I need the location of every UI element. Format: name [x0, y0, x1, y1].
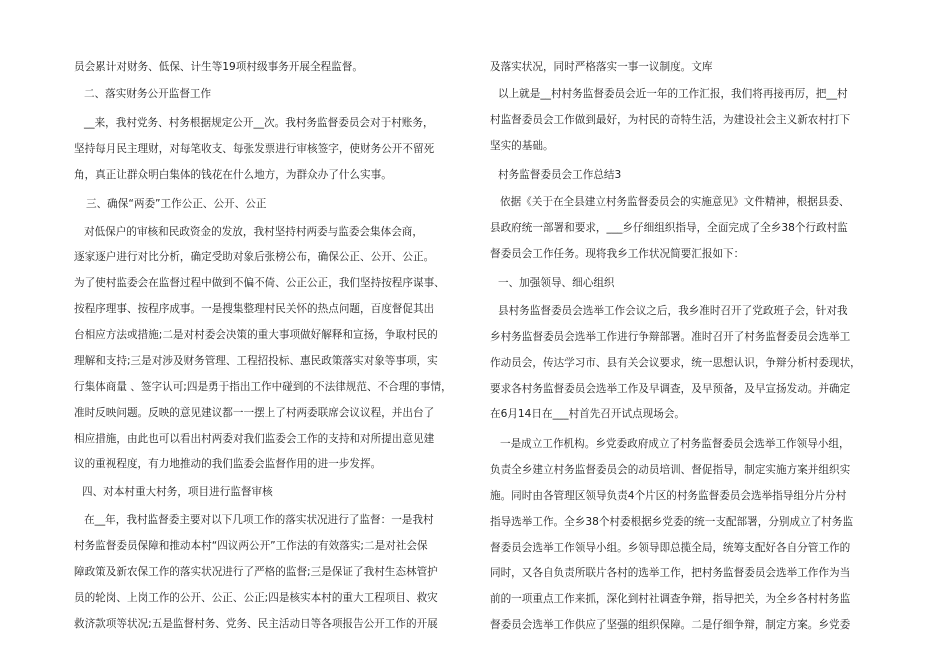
text-line: 行集体商量 、签字认可;四是勇于指出工作中碰到的不法律规范、不合理的事情， [74, 381, 452, 393]
text-line: 角，真正让群众明白集体的钱花在什么地方，为群众办了什么实事。 [74, 169, 392, 181]
text-line: 坚实的基础。 [490, 140, 554, 152]
text-line: 要求各村务监督委员会选举工作及早调查，及早预备，及早宣扬发动。并确定 [490, 383, 851, 395]
text-line: 员会累计对财务、低保、计生等19项村级事务开展全程监督。 [74, 61, 363, 73]
text-line: 台相应方法或措施;二是对村委会决策的重大事项做好解释和宣扬，争取村民的 [74, 329, 438, 341]
text-line: 在__年，我村监督委主要对以下几项工作的落实状况进行了监督：一是我村 [84, 514, 434, 526]
text-line: 以上就是__村村务监督委员会近一年的工作汇报，我们将再接再厉，把__村 [498, 88, 848, 100]
text-line: 理解和支持;三是对涉及财务管理、工程招投标、惠民政策落实对象等事项，实 [74, 355, 438, 367]
text-line: 坚持每月民主理财，对每笔收支、每张发票进行审核签字，使财务公开不留死 [74, 143, 435, 155]
text-line: 负责全乡建立村务监督委员会的动员培训、督促指导，制定实施方案并组织实 [490, 464, 851, 476]
text-line: 村务监督委员会工作总结3 [498, 169, 622, 181]
text-line: 县政府统一部署和要求，___乡仔细组织指导，全面完成了全乡38个行政村监 [490, 222, 848, 234]
text-line: 员的轮岗、上岗工作的公开、公正、公正;四是核实本村的重大工程项目、救灾 [74, 592, 438, 604]
text-line: 乡村务监督委员会选举工作进行争辩部署。准时召开了村务监督委员会选举工 [490, 331, 851, 343]
text-line: 为了使村监委会在监督过程中做到不偏不倚、公正公正，我们坚持按程序谋事、 [74, 277, 445, 289]
text-line: 对低保户的审核和民政资金的发放，我村坚持村两委与监委会集体会商， [84, 226, 423, 238]
text-line: 督委员会工作任务。现将我乡工作状况简要汇报如下： [490, 248, 745, 260]
text-line: __来，我村党务、村务根据规定公开__次。我村务监督委员会对于村账务， [84, 117, 434, 129]
text-line: 同时，又各自负责所联片各村的选举工作，把村务监督委员会选举工作作为当 [490, 567, 851, 579]
text-line: 四、对本村重大村务，项目进行监督审核 [82, 486, 273, 498]
text-line: 施。同时由各管理区领导负责4个片区的村务监督委员会选举指导组分片分村 [490, 490, 847, 502]
text-line: 二、落实财务公开监督工作 [84, 88, 212, 100]
text-line: 救济款项等状况;五是监督村务、党务、民主活动日等各项报告公开工作的开展 [74, 618, 438, 630]
text-line: 议的重视程度，有力地推动的我们监委会监督作用的进一步发挥。 [74, 458, 382, 470]
text-line: 前的一项重点工作来抓，深化到村社调查争辩，指导把关，为全乡各村村务监 [490, 593, 851, 605]
text-line: 村监督委员会工作做到最好，为村民的奇特生活，为建设社会主义新农村打下 [490, 114, 851, 126]
text-line: 按程序理事、按程序成事。一是搜集整理村民关怀的热点问题，百度督促其出 [74, 303, 435, 315]
text-line: 一、加强领导、细心组织 [498, 277, 615, 289]
text-line: 在6月14日在___村首先召开试点现场会。 [490, 408, 686, 420]
text-line: 督委员会选举工作供应了坚强的组织保障。二是仔细争辩，制定方案。乡党委 [490, 619, 851, 631]
text-line: 障政策及新农保工作的落实状况进行了严格的监督;三是保证了我村生态林管护 [74, 566, 438, 578]
text-line: 依据《关于在全县建立村务监督委员会的实施意见》文件精神，根据县委、 [500, 196, 850, 208]
text-line: 督委员会选举工作领导小组。乡领导即总揽全局，统筹支配好各自分管工作的 [490, 542, 851, 554]
text-line: 相应措施，由此也可以看出村两委对我们监委会工作的支持和对所提出意见建 [74, 433, 435, 445]
text-line: 准时反映问题。反映的意见建议都一一摆上了村两委联席会议议程，并出台了 [74, 407, 435, 419]
text-line: 县村务监督委员会选举工作会议之后，我乡准时召开了党政班子会，针对我 [498, 305, 848, 317]
text-line: 逐家逐户进行对比分析，确定受助对象后张榜公布，确保公正、公开、公正。 [74, 251, 435, 263]
text-line: 及落实状况，同时严格落实一事一议制度。文库 [490, 61, 713, 73]
text-line: 一是成立工作机构。乡党委政府成立了村务监督委员会选举工作领导小组， [500, 438, 850, 450]
text-line: 村务监督委员保障和推动本村“四议两公开”工作法的有效落实;二是对社会保 [74, 540, 428, 552]
text-line: 作动员会，传达学习市、县有关会议要求，统一思想认识，争辩分析村委现状， [490, 357, 861, 369]
text-line: 三、确保“两委”工作公正、公开、公正 [86, 198, 267, 210]
text-line: 指导选举工作。全乡38个村委根据乡党委的统一支配部署，分别成立了村务监 [490, 516, 854, 528]
